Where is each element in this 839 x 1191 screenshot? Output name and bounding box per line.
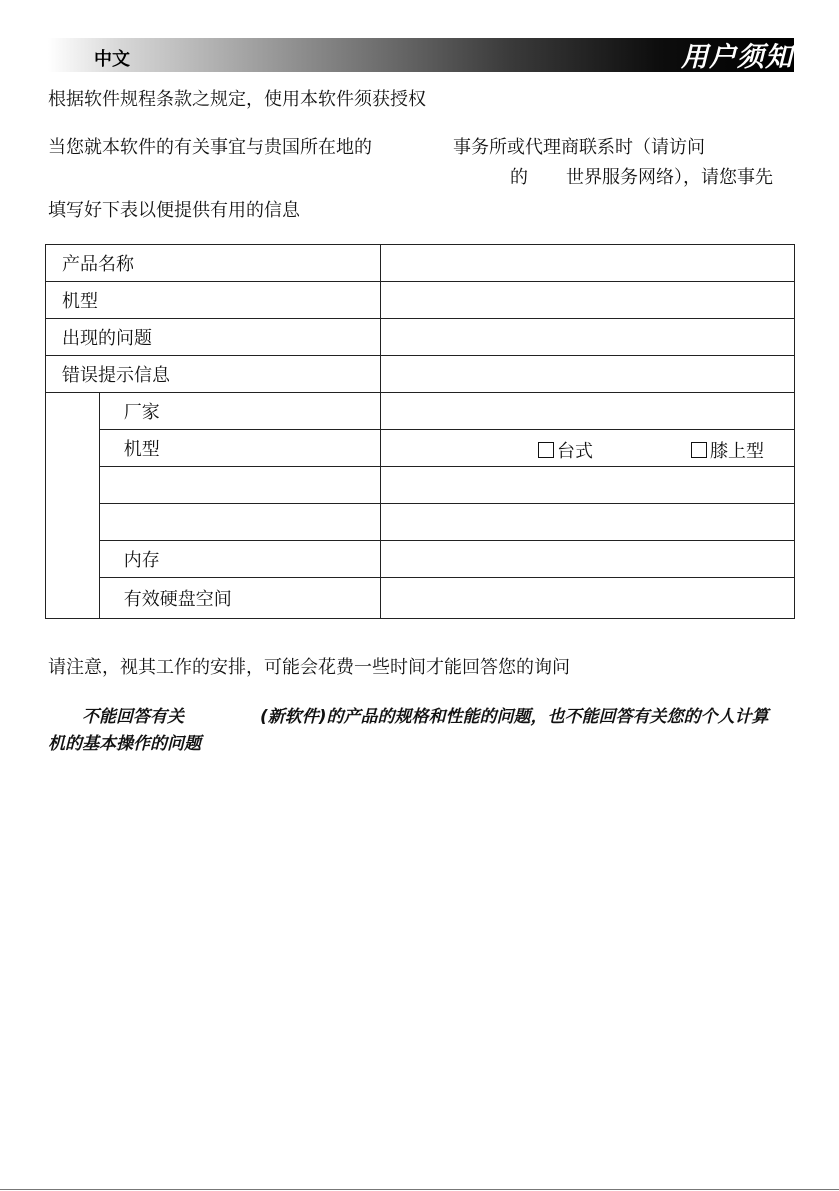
- error-message-label: 错误提示信息: [46, 356, 381, 393]
- memory-field[interactable]: [381, 541, 795, 578]
- checkbox-icon[interactable]: [538, 442, 554, 458]
- intro-line-1: 根据软件规程条款之规定，使用本软件须获授权: [48, 89, 426, 110]
- intro-line-4: 填写好下表以便提供有用的信息: [48, 200, 300, 221]
- disk-space-label: 有效硬盘空间: [99, 578, 380, 619]
- error-message-field[interactable]: [381, 356, 795, 393]
- intro-line-3a: 的: [510, 167, 528, 188]
- blank-field-2[interactable]: [381, 504, 795, 541]
- intro-line-2a: 当您就本软件的有关事宜与贵国所在地的: [48, 137, 372, 158]
- blank-field-1[interactable]: [381, 467, 795, 504]
- laptop-option[interactable]: [691, 437, 764, 463]
- problem-field[interactable]: [381, 319, 795, 356]
- disk-space-field[interactable]: [381, 578, 795, 619]
- laptop-option-label: 膝上型: [710, 441, 764, 462]
- computer-group-cell: [46, 393, 100, 619]
- desktop-option-label: 台式: [557, 441, 593, 462]
- manufacturer-label: 厂家: [99, 393, 380, 430]
- table-row: [46, 245, 795, 282]
- computer-model-label: 机型: [99, 430, 380, 467]
- table-row: [46, 319, 795, 356]
- note-line-2a: 不能回答有关: [82, 707, 184, 727]
- model-label: 机型: [46, 282, 381, 319]
- table-row: [46, 430, 795, 467]
- problem-label: 出现的问题: [46, 319, 381, 356]
- table-row: [46, 504, 795, 541]
- page-bottom-rule: [0, 1189, 839, 1190]
- table-row: [46, 393, 795, 430]
- note-line-2c: 机的基本操作的问题: [48, 734, 201, 754]
- info-form-table: [45, 244, 795, 619]
- table-row: [46, 541, 795, 578]
- product-name-label: 产品名称: [46, 245, 381, 282]
- note-line-2b: (新软件)的产品的规格和性能的问题，也不能回答有关您的个人计算: [260, 707, 769, 727]
- header-language: 中文: [94, 49, 130, 70]
- computer-model-field: [381, 430, 795, 467]
- product-name-field[interactable]: [381, 245, 795, 282]
- blank-label-2: [99, 504, 380, 541]
- note-line-1: 请注意，视其工作的安排，可能会花费一些时间才能回答您的询问: [48, 657, 570, 678]
- blank-label-1: [99, 467, 380, 504]
- checkbox-icon[interactable]: [691, 442, 707, 458]
- header-title: 用户须知: [681, 42, 793, 73]
- manufacturer-field[interactable]: [381, 393, 795, 430]
- table-row: [46, 578, 795, 619]
- model-field[interactable]: [381, 282, 795, 319]
- intro-line-3b: 世界服务网络），请您事先: [566, 167, 773, 188]
- table-row: [46, 356, 795, 393]
- desktop-option[interactable]: [538, 437, 593, 463]
- table-row: [46, 467, 795, 504]
- intro-line-2b: 事务所或代理商联系时（请访问: [453, 137, 705, 158]
- table-row: [46, 282, 795, 319]
- memory-label: 内存: [99, 541, 380, 578]
